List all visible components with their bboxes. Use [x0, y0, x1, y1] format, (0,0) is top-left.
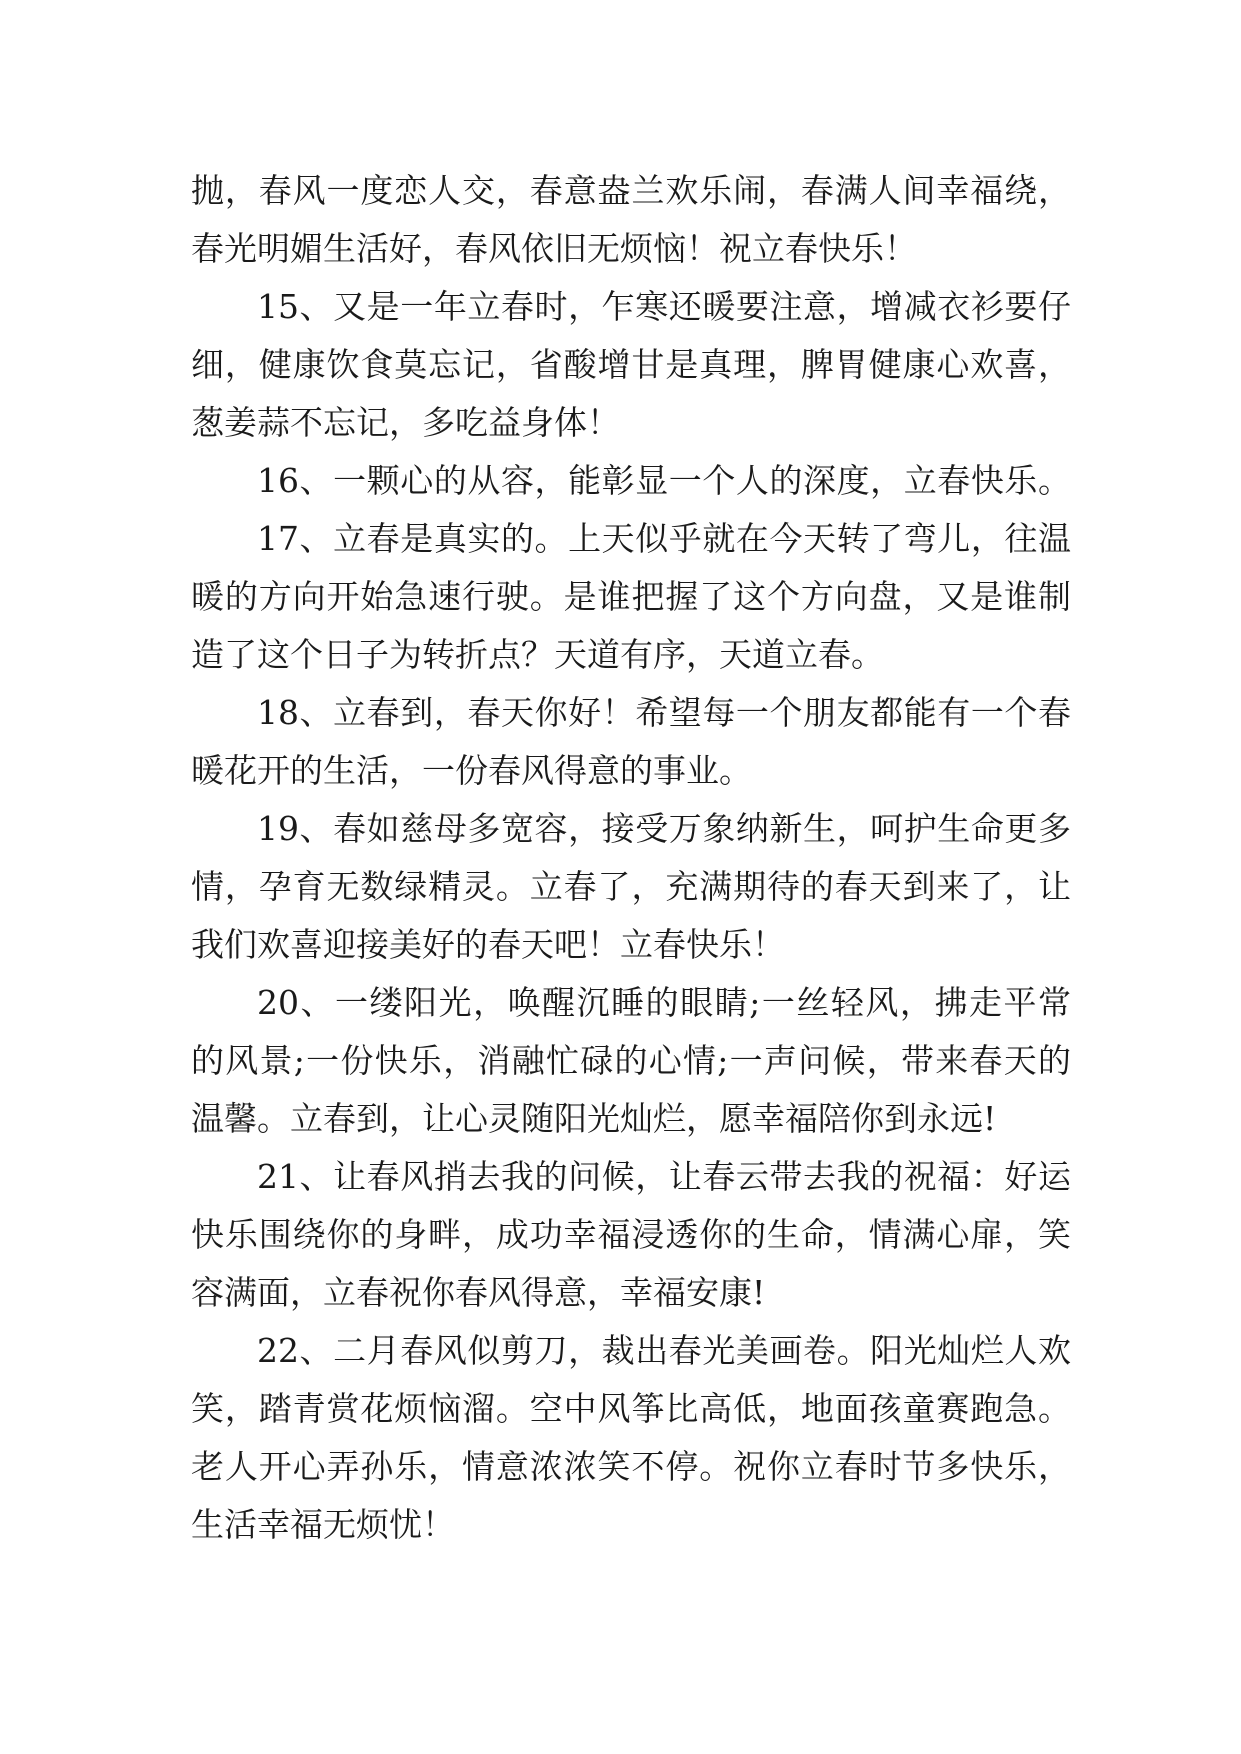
paragraph-first-line: 22、二月春风似剪刀，裁出春光美画卷。阳光灿烂人欢: [257, 1331, 1071, 1370]
text-line: 造了这个日子为转折点？天道有序，天道立春。: [191, 635, 884, 674]
paragraph-first-line: 19、春如慈母多宽容，接受万象纳新生，呵护生命更多: [257, 809, 1071, 848]
paragraph-first-line: 21、让春风捎去我的问候，让春云带去我的祝福：好运: [257, 1157, 1071, 1196]
text-line: 葱姜蒜不忘记，多吃益身体！: [191, 403, 620, 442]
text-line: 温馨。立春到，让心灵随阳光灿烂，愿幸福陪你到永远!: [191, 1099, 997, 1138]
text-line: 笑，踏青赏花烦恼溜。空中风筝比高低，地面孩童赛跑急。: [191, 1389, 1071, 1428]
text-line: 细，健康饮食莫忘记，省酸增甘是真理，脾胃健康心欢喜，: [191, 345, 1071, 384]
text-line: 情，孕育无数绿精灵。立春了，充满期待的春天到来了，让: [191, 867, 1071, 906]
text-line: 我们欢喜迎接美好的春天吧！立春快乐！: [191, 925, 785, 964]
paragraph-first-line: 17、立春是真实的。上天似乎就在今天转了弯儿，往温: [257, 519, 1071, 558]
text-line: 快乐围绕你的身畔，成功幸福浸透你的生命，情满心扉，笑: [191, 1215, 1071, 1254]
text-line: 暖的方向开始急速行驶。是谁把握了这个方向盘，又是谁制: [191, 577, 1071, 616]
paragraph-first-line: 18、立春到，春天你好！希望每一个朋友都能有一个春: [257, 693, 1071, 732]
text-line: 春光明媚生活好，春风依旧无烦恼！祝立春快乐！: [191, 229, 917, 268]
text-line: 抛，春风一度恋人交，春意盎兰欢乐闹，春满人间幸福绕，: [191, 171, 1071, 210]
paragraph-first-line: 15、又是一年立春时，乍寒还暖要注意，增减衣衫要仔: [257, 287, 1071, 326]
text-line: 容满面，立春祝你春风得意，幸福安康!: [191, 1273, 766, 1312]
text-line: 暖花开的生活，一份春风得意的事业。: [191, 751, 752, 790]
text-line: 生活幸福无烦忧！: [191, 1505, 455, 1544]
document-body: [191, 162, 1071, 1554]
paragraph-first-line: 16、一颗心的从容，能彰显一个人的深度，立春快乐。: [257, 461, 1071, 500]
paragraph-first-line: 20、一缕阳光，唤醒沉睡的眼睛;一丝轻风，拂走平常: [257, 983, 1071, 1022]
text-line: 老人开心弄孙乐，情意浓浓笑不停。祝你立春时节多快乐，: [191, 1447, 1071, 1486]
text-line: 的风景;一份快乐，消融忙碌的心情;一声问候，带来春天的: [191, 1041, 1071, 1080]
